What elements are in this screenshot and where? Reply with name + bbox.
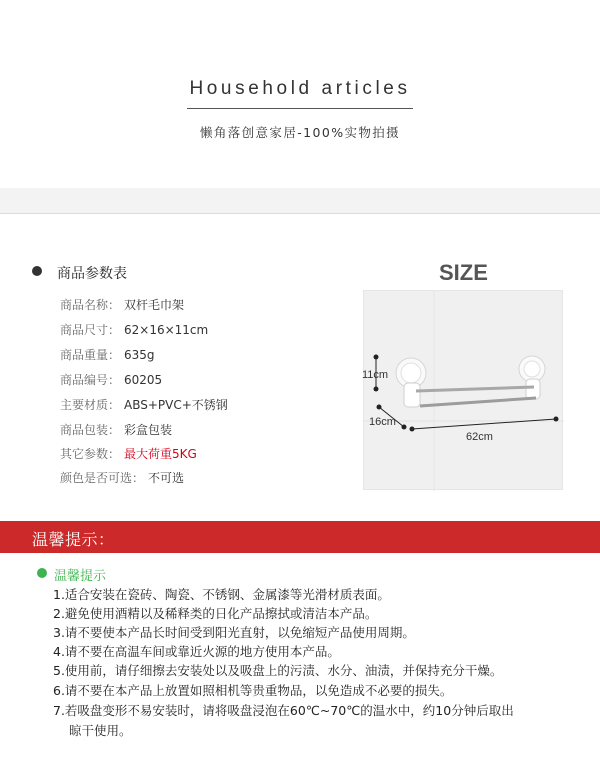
tips-title: 温馨提示 <box>54 569 107 584</box>
spec-row-name <box>60 295 184 315</box>
spec-label: 商品包装： <box>60 423 121 437</box>
tip-item: 5.使用前，请仔细擦去安装处以及吸盘上的污渍、水分、油渍，并保持充分干燥。 <box>53 663 503 678</box>
tip-item: 6.请不要在本产品上放置如照相机等贵重物品，以免造成不必要的损失。 <box>53 683 453 698</box>
tips-banner <box>0 521 600 553</box>
tip-item-continuation: 晾干使用。 <box>69 723 132 738</box>
spec-row-package <box>60 420 172 440</box>
spec-row-material <box>60 395 228 415</box>
header-divider <box>187 108 413 109</box>
spec-value: 不可选 <box>148 471 185 485</box>
section-gap <box>0 188 600 213</box>
spec-label: 商品重量： <box>60 348 121 362</box>
section-divider <box>0 213 600 214</box>
spec-value: 635g <box>124 348 155 362</box>
towel-rack-illustration <box>364 291 564 491</box>
tip-item: 1.适合安装在瓷砖、陶瓷、不锈钢、金属漆等光滑材质表面。 <box>53 587 390 602</box>
spec-row-code <box>60 370 162 390</box>
spec-label: 其它参数： <box>60 447 121 461</box>
spec-label: 商品名称： <box>60 298 121 312</box>
tip-item: 7.若吸盘变形不易安装时，请将吸盘浸泡在60℃~70℃的温水中，约10分钟后取出 <box>53 703 514 718</box>
tip-item: 2.避免使用酒精以及稀释类的日化产品擦拭或清洁本产品。 <box>53 606 378 621</box>
header-title: Household articles <box>189 78 411 99</box>
spec-value: 双杆毛巾架 <box>124 298 185 312</box>
tip-item: 3.请不要使本产品长时间受到阳光直射，以免缩短产品使用周期。 <box>53 625 415 640</box>
spec-title: 商品参数表 <box>57 266 127 282</box>
header-subtitle: 懒角落创意家居-100%实物拍摄 <box>199 125 401 140</box>
spec-label: 颜色是否可选： <box>60 471 145 485</box>
spec-value: 60205 <box>124 373 163 387</box>
tips-banner-text: 温馨提示： <box>32 530 115 549</box>
spec-value: 62×16×11cm <box>124 323 209 337</box>
spec-row-weight <box>60 345 155 365</box>
spec-label: 商品尺寸： <box>60 323 121 337</box>
spec-label: 主要材质： <box>60 398 121 412</box>
spec-bullet-icon <box>32 266 42 276</box>
size-label: SIZE <box>439 260 488 285</box>
tips-bullet-icon <box>37 568 47 578</box>
dimension-width: 62cm <box>466 431 493 443</box>
product-image <box>363 290 563 490</box>
spec-value: ABS+PVC+不锈钢 <box>124 398 228 412</box>
spec-value: 彩盒包装 <box>124 423 173 437</box>
tip-item: 4.请不要在高温车间或靠近火源的地方使用本产品。 <box>53 644 340 659</box>
dimension-depth: 16cm <box>369 416 396 428</box>
spec-row-size <box>60 320 208 340</box>
spec-row-other <box>60 444 197 464</box>
spec-label: 商品编号： <box>60 373 121 387</box>
spec-row-color <box>60 468 184 488</box>
dimension-height: 11cm <box>362 369 389 381</box>
spec-value-highlight: 最大荷重5KG <box>124 447 197 461</box>
